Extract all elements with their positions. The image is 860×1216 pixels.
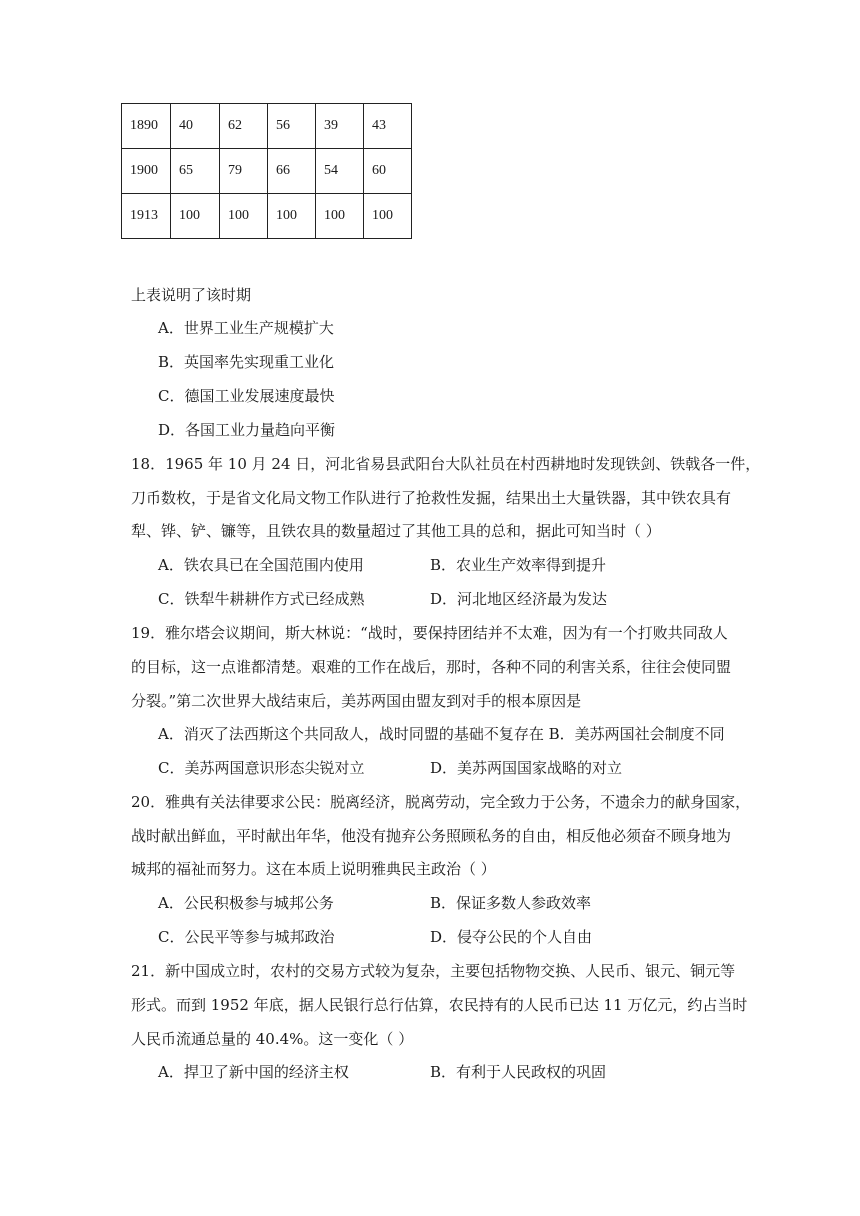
q19-line-1: 19．雅尔塔会议期间，斯大林说：“战时，要保持团结并不太难，因为有一个打败共同敌人 xyxy=(131,624,728,642)
table-value-cell: 100 xyxy=(316,194,364,239)
table-value-cell: 100 xyxy=(268,194,316,239)
q17-option-a: A．世界工业生产规模扩大 xyxy=(158,319,334,337)
table-value-cell: 100 xyxy=(364,194,412,239)
q18-option-a: A．铁农具已在全国范围内使用 xyxy=(158,556,364,574)
table-value-cell: 54 xyxy=(316,149,364,194)
q17-option-d: D．各国工业力量趋向平衡 xyxy=(158,421,336,439)
table-year-cell: 1913 xyxy=(122,194,171,239)
q21-line-2: 形式。而到 1952 年底，据人民银行总行估算，农民持有的人民币已达 11 万亿元，约占当时 xyxy=(131,996,748,1014)
q21-line-1: 21．新中国成立时，农村的交易方式较为复杂，主要包括物物交换、人民币、银元、铜元等 xyxy=(131,962,736,980)
q18-option-b: B．农业生产效率得到提升 xyxy=(430,556,607,574)
q19-option-ab: A．消灭了法西斯这个共同敌人，战时同盟的基础不复存在 B．美苏两国社会制度不同 xyxy=(158,725,725,743)
table-value-cell: 79 xyxy=(220,149,268,194)
q18-line-3: 犁、铧、铲、镰等，且铁农具的数量超过了其他工具的总和，据此可知当时（ ） xyxy=(131,522,661,540)
q20-option-b: B．保证多数人参政效率 xyxy=(430,894,592,912)
q20-line-3: 城邦的福祉而努力。这在本质上说明雅典民主政治（ ） xyxy=(131,860,496,878)
table-row xyxy=(122,104,412,149)
q20-line-2: 战时献出鲜血，平时献出年华，他没有抛弃公务照顾私务的自由，相反他必须奋不顾身地为 xyxy=(131,827,732,845)
q17-stem: 上表说明了该时期 xyxy=(131,286,252,304)
q19-line-3: 分裂。”第二次世界大战结束后，美苏两国由盟友到对手的根本原因是 xyxy=(131,692,582,710)
q21-line-3: 人民币流通总量的 40.4%。这一变化（ ） xyxy=(131,1030,414,1048)
table-value-cell: 40 xyxy=(171,104,220,149)
table-value-cell: 62 xyxy=(220,104,268,149)
q20-option-c: C．公民平等参与城邦政治 xyxy=(158,928,335,946)
table-value-cell: 66 xyxy=(268,149,316,194)
q18-line-1: 18．1965 年 10 月 24 日，河北省易县武阳台大队社员在村西耕地时发现铁剑、铁戟各一件， xyxy=(131,455,761,473)
table-row xyxy=(122,194,412,239)
q21-option-b: B．有利于人民政权的巩固 xyxy=(430,1063,607,1081)
table-value-cell: 43 xyxy=(364,104,412,149)
q19-option-c: C．美苏两国意识形态尖锐对立 xyxy=(158,759,365,777)
industry-index-table xyxy=(121,103,412,239)
table-value-cell: 56 xyxy=(268,104,316,149)
q21-option-a: A．捍卫了新中国的经济主权 xyxy=(158,1063,349,1081)
table-value-cell: 60 xyxy=(364,149,412,194)
q18-line-2: 刀币数枚，于是省文化局文物工作队进行了抢救性发掘，结果出土大量铁器，其中铁农具有 xyxy=(131,489,732,507)
q20-option-a: A．公民积极参与城邦公务 xyxy=(158,894,334,912)
q17-option-b: B．英国率先实现重工业化 xyxy=(158,353,335,371)
q20-line-1: 20．雅典有关法律要求公民：脱离经济，脱离劳动，完全致力于公务，不遗余力的献身国家， xyxy=(131,793,751,811)
table-year-cell: 1890 xyxy=(122,104,171,149)
table-value-cell: 100 xyxy=(171,194,220,239)
q18-option-c: C．铁犁牛耕耕作方式已经成熟 xyxy=(158,590,365,608)
q18-option-d: D．河北地区经济最为发达 xyxy=(430,590,608,608)
q17-option-c: C．德国工业发展速度最快 xyxy=(158,387,335,405)
table-year-cell: 1900 xyxy=(122,149,171,194)
table-row xyxy=(122,149,412,194)
q19-line-2: 的目标，这一点谁都清楚。艰难的工作在战后，那时，各种不同的利害关系，往往会使同盟 xyxy=(131,658,732,676)
table-value-cell: 39 xyxy=(316,104,364,149)
table-value-cell: 100 xyxy=(220,194,268,239)
table-value-cell: 65 xyxy=(171,149,220,194)
q20-option-d: D．侵夺公民的个人自由 xyxy=(430,928,593,946)
q19-option-d: D．美苏两国国家战略的对立 xyxy=(430,759,623,777)
